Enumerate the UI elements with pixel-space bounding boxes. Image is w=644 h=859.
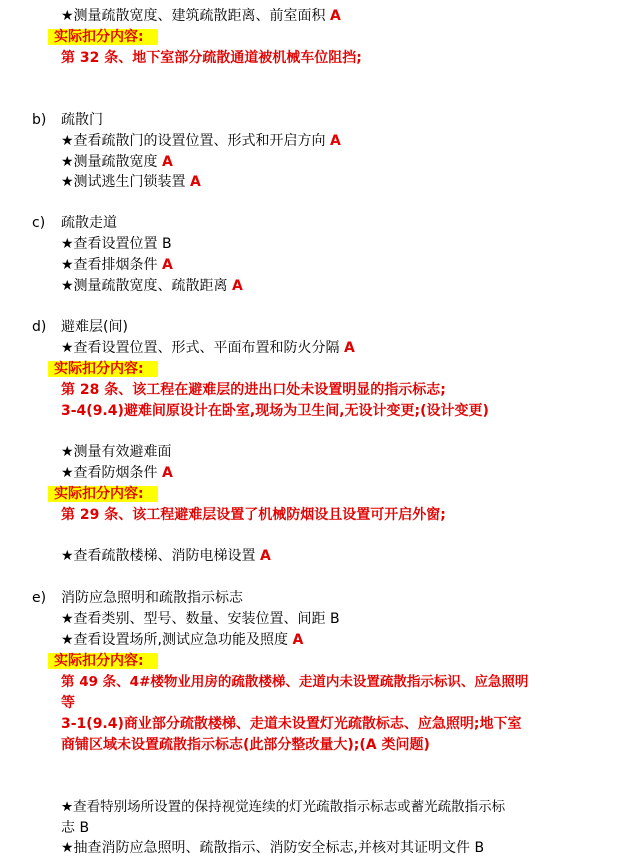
item-text: ★查看排烟条件	[61, 257, 158, 273]
item-text: ★查看防烟条件	[61, 465, 158, 481]
section-title: 疏散门	[61, 112, 103, 128]
list-item	[61, 172, 201, 192]
highlight-label: 实际扣分内容:	[48, 29, 158, 45]
deduction-text: 商铺区域未设置疏散指示标志(此部分整改量大);(A 类问题)	[61, 737, 430, 753]
item-text: ★测量疏散宽度、建筑疏散距离、前室面积	[61, 8, 326, 24]
list-item	[61, 838, 484, 858]
deduction-text: 第 28 条、该工程在避难层的进出口处未设置明显的指示标志;	[61, 382, 446, 398]
list-item	[61, 630, 303, 650]
item-text: 志	[61, 820, 75, 836]
grade-label: A	[344, 340, 355, 356]
item-text: ★测量疏散宽度、疏散距离	[61, 278, 228, 294]
item-text: ★查看特别场所设置的保持视觉连续的灯光疏散指示标志或蓄光疏散指示标	[61, 799, 506, 815]
list-item	[61, 131, 341, 151]
highlight-label: 实际扣分内容:	[48, 361, 158, 377]
highlight-label: 实际扣分内容:	[48, 486, 158, 502]
list-item	[61, 797, 505, 817]
item-text: ★查看类别、型号、数量、安装位置、间距	[61, 611, 326, 627]
deduction-heading	[48, 27, 158, 47]
grade-label: A	[190, 174, 201, 190]
section-title: 疏散走道	[61, 215, 117, 231]
grade-label: B	[79, 820, 90, 836]
deduction-text: 3-1(9.4)商业部分疏散楼梯、走道未设置灯光疏散标志、应急照明;地下室	[61, 716, 522, 732]
highlight-label: 实际扣分内容:	[48, 653, 158, 669]
grade-label: A	[292, 632, 304, 648]
section-marker: e)	[32, 590, 47, 606]
item-text: ★测试逃生门锁装置	[61, 174, 186, 190]
list-item	[61, 818, 89, 838]
list-item	[61, 546, 271, 566]
deduction-text: 等	[61, 695, 75, 711]
list-item	[61, 255, 173, 275]
grade-label: A	[330, 133, 341, 149]
grade-label: A	[260, 548, 271, 564]
section-marker: b)	[32, 112, 47, 128]
grade-label: A	[330, 8, 341, 24]
section-title: 避难层(间)	[61, 319, 128, 335]
deduction-text: 第 32 条、地下室部分疏散通道被机械车位阻挡;	[61, 50, 362, 66]
grade-label: B	[474, 840, 485, 856]
item-text: ★查看疏散楼梯、消防电梯设置	[61, 548, 256, 564]
section-marker: d)	[32, 319, 47, 335]
list-item	[61, 276, 243, 296]
item-text: ★查看设置位置	[61, 236, 158, 252]
deduction-text: 3-4(9.4)避难间原设计在卧室,现场为卫生间,无设计变更;(设计变更)	[61, 403, 489, 419]
item-text: ★测量疏散宽度	[61, 154, 158, 170]
list-item	[61, 234, 172, 254]
grade-label: A	[232, 278, 243, 294]
list-item	[61, 6, 341, 26]
item-text: ★查看疏散门的设置位置、形式和开启方向	[61, 133, 326, 149]
item-text: ★测量有效避难面	[61, 444, 172, 460]
item-text: ★查看设置位置、形式、平面布置和防火分隔	[61, 340, 340, 356]
list-item	[61, 463, 173, 483]
section-title: 消防应急照明和疏散指示标志	[61, 590, 243, 606]
grade-label: B	[162, 236, 172, 252]
grade-label: A	[162, 154, 173, 170]
grade-label: B	[330, 611, 340, 627]
list-item	[61, 152, 173, 172]
deduction-heading	[48, 359, 158, 379]
grade-label: A	[162, 465, 173, 481]
item-text: ★抽查消防应急照明、疏散指示、消防安全标志,并核对其证明文件	[61, 840, 470, 856]
grade-label: A	[162, 257, 173, 273]
list-item	[61, 609, 340, 629]
deduction-heading	[48, 651, 158, 671]
deduction-text: 第 49 条、4#楼物业用房的疏散楼梯、走道内未设置疏散指示标识、应急照明	[61, 674, 529, 690]
list-item	[61, 442, 172, 462]
section-marker: c)	[32, 215, 46, 231]
list-item	[61, 338, 355, 358]
item-text: ★查看设置场所,测试应急功能及照度	[61, 632, 289, 648]
deduction-text: 第 29 条、该工程避难层设置了机械防烟设且设置可开启外窗;	[61, 507, 446, 523]
deduction-heading	[48, 484, 158, 504]
